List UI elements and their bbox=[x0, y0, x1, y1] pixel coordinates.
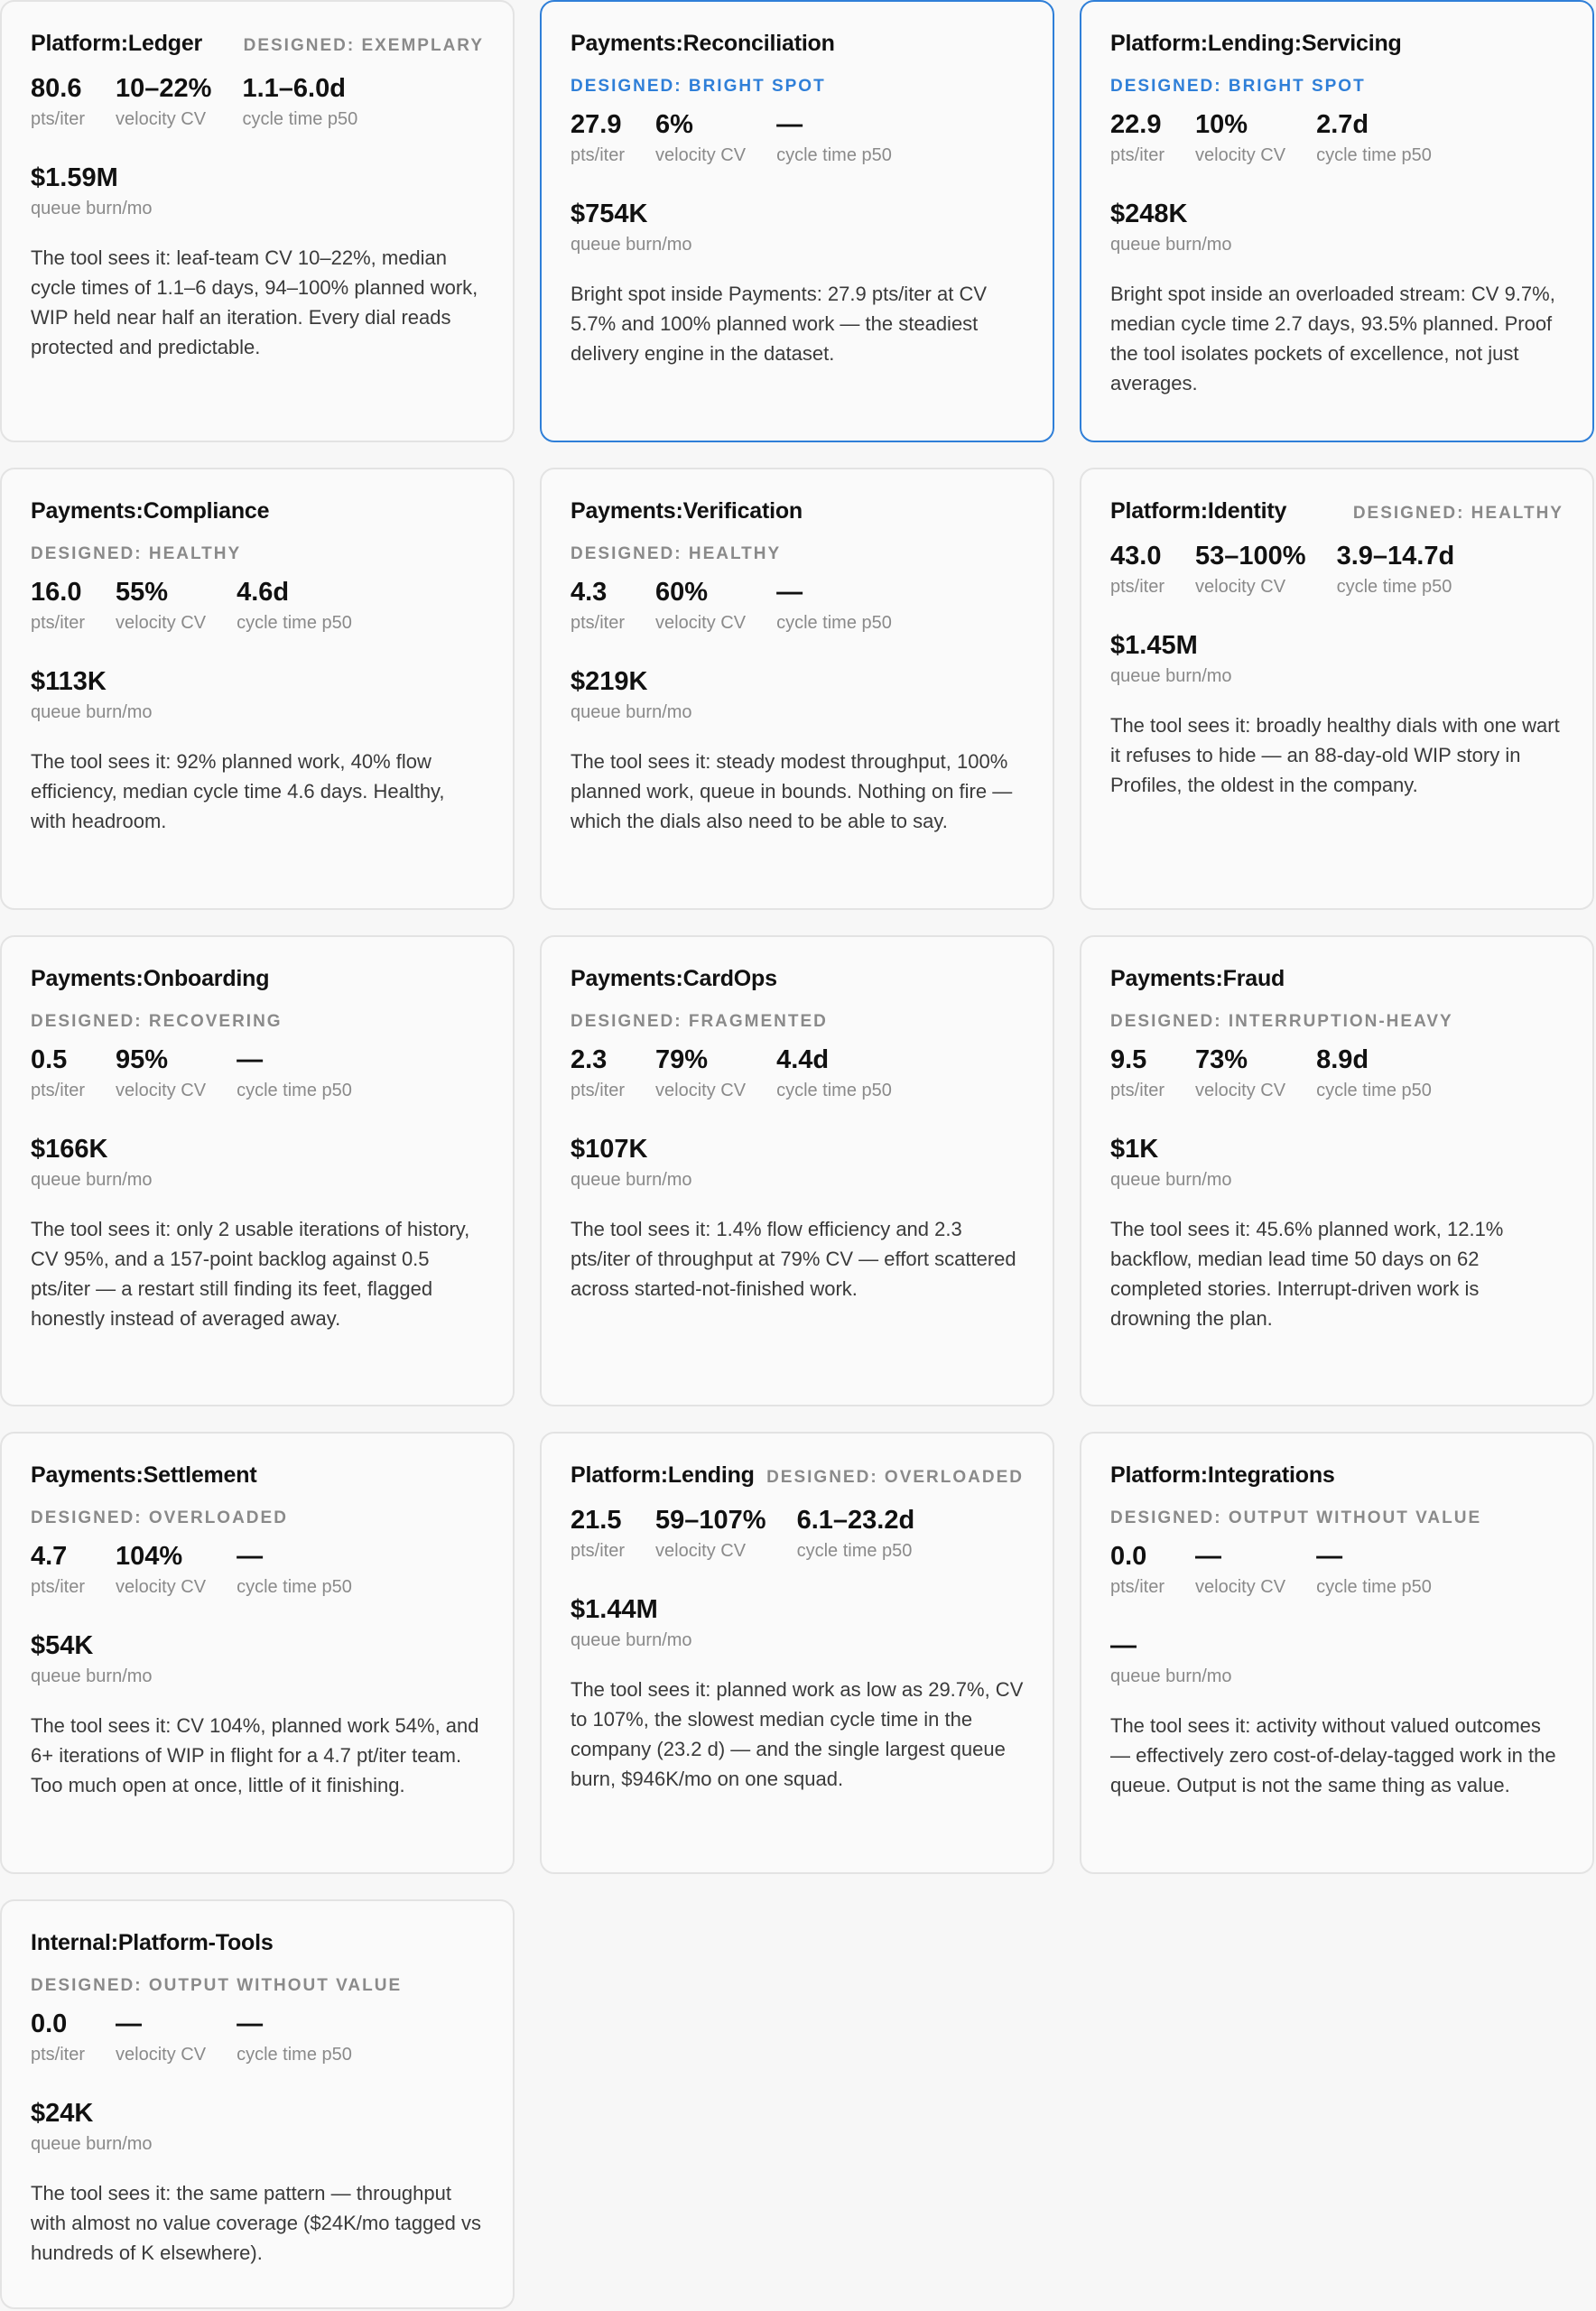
cv-label: velocity CV bbox=[116, 1577, 207, 1597]
designed-tag: DESIGNED: OUTPUT WITHOUT VALUE bbox=[31, 1976, 403, 1995]
card-header bbox=[31, 498, 484, 564]
burn-label: queue burn/mo bbox=[31, 2134, 153, 2154]
metric-pts bbox=[571, 577, 625, 634]
metric-pts bbox=[571, 1505, 625, 1562]
metric-pts bbox=[31, 577, 85, 634]
queue-burn bbox=[571, 666, 1024, 723]
burn-label: queue burn/mo bbox=[571, 235, 692, 255]
designed-tag: DESIGNED: FRAGMENTED bbox=[571, 1012, 828, 1031]
pts-label: pts/iter bbox=[571, 1081, 626, 1100]
card-description: The tool sees it: activity without valued outcomes — effectively zero cost-of-delay-tagged work in the queue. Output is not the same thing as value. bbox=[1110, 1714, 1556, 1796]
card-description: The tool sees it: leaf-team CV 10–22%, median cycle times of 1.1–6 days, 94–100% planned work, WIP held near half an iteration. Every dial reads protected and predictable. bbox=[31, 246, 478, 358]
card-header bbox=[31, 1930, 484, 1996]
cycle-label: cycle time p50 bbox=[237, 1081, 352, 1100]
queue-burn bbox=[31, 162, 484, 219]
queue-burn bbox=[571, 199, 1024, 255]
burn-label: queue burn/mo bbox=[1110, 1666, 1232, 1686]
pts-label: pts/iter bbox=[571, 1541, 626, 1561]
metric-cv bbox=[1195, 1044, 1285, 1101]
cv-label: velocity CV bbox=[1195, 1081, 1286, 1100]
metrics-row bbox=[31, 2009, 484, 2065]
team-name: Payments:Verification bbox=[571, 498, 803, 524]
pts-value: 80.6 bbox=[31, 74, 82, 103]
cycle-value: 4.4d bbox=[776, 1045, 830, 1074]
card-description: The tool sees it: only 2 usable iterations of history, CV 95%, and a 157-point backlog against 0.5 pts/iter — a restart still finding its feet, flagged honestly instead of averaged away. bbox=[31, 1218, 470, 1330]
cv-value: 60% bbox=[655, 578, 709, 607]
team-card-platform-ledger[interactable] bbox=[0, 0, 515, 442]
designed-tag: DESIGNED: BRIGHT SPOT bbox=[571, 77, 826, 96]
cv-value: 53–100% bbox=[1195, 542, 1306, 571]
metric-cycle bbox=[776, 109, 892, 166]
burn-value: $107K bbox=[571, 1135, 648, 1164]
burn-label: queue burn/mo bbox=[571, 702, 692, 722]
designed-tag: DESIGNED: OUTPUT WITHOUT VALUE bbox=[1110, 1508, 1482, 1527]
metric-cv bbox=[655, 109, 746, 166]
cycle-value: 4.6d bbox=[237, 578, 290, 607]
team-card-payments-settlement[interactable] bbox=[0, 1432, 515, 1874]
metric-cycle bbox=[797, 1505, 915, 1562]
metrics-row bbox=[571, 1505, 1024, 1562]
team-card-platform-lending-servicing[interactable] bbox=[1080, 0, 1594, 442]
metric-cycle bbox=[237, 1044, 352, 1101]
queue-burn bbox=[571, 1134, 1024, 1191]
pts-label: pts/iter bbox=[1110, 577, 1165, 597]
metrics-row bbox=[1110, 109, 1564, 166]
card-description: Bright spot inside an overloaded stream: CV 9.7%, median cycle time 2.7 days, 93.5% planned. Proof the tool isolates pockets of excellence, not just averages. bbox=[1110, 283, 1555, 394]
burn-label: queue burn/mo bbox=[31, 1170, 153, 1190]
card-header bbox=[1110, 498, 1564, 524]
cycle-label: cycle time p50 bbox=[1316, 145, 1432, 165]
pts-label: pts/iter bbox=[31, 2045, 86, 2065]
queue-burn bbox=[1110, 1134, 1564, 1191]
pts-label: pts/iter bbox=[31, 613, 86, 633]
queue-burn bbox=[571, 1594, 1024, 1651]
metric-cycle bbox=[776, 1044, 892, 1101]
burn-value: $248K bbox=[1110, 200, 1188, 228]
cv-value: 10% bbox=[1195, 110, 1248, 139]
metrics-row bbox=[1110, 541, 1564, 598]
cycle-value: — bbox=[1316, 1542, 1343, 1571]
card-header bbox=[31, 966, 484, 1032]
cv-value: — bbox=[1195, 1542, 1222, 1571]
card-header bbox=[1110, 31, 1564, 97]
card-header bbox=[31, 1462, 484, 1528]
pts-label: pts/iter bbox=[31, 109, 86, 129]
queue-burn bbox=[31, 2098, 484, 2155]
team-name: Payments:Fraud bbox=[1110, 966, 1285, 991]
cycle-value: 6.1–23.2d bbox=[796, 1506, 915, 1535]
cv-label: velocity CV bbox=[116, 2045, 207, 2065]
cv-label: velocity CV bbox=[655, 1081, 747, 1100]
cycle-value: 2.7d bbox=[1316, 110, 1369, 139]
metric-pts bbox=[1110, 1044, 1165, 1101]
team-card-platform-integrations[interactable] bbox=[1080, 1432, 1594, 1874]
card-description: Bright spot inside Payments: 27.9 pts/iter at CV 5.7% and 100% planned work — the steadiest delivery engine in the dataset. bbox=[571, 283, 988, 365]
pts-value: 4.7 bbox=[31, 1542, 68, 1571]
team-name: Platform:Lending bbox=[571, 1462, 755, 1488]
queue-burn bbox=[31, 1630, 484, 1687]
metric-cycle bbox=[776, 577, 892, 634]
cv-label: velocity CV bbox=[655, 1541, 747, 1561]
cycle-value: 3.9–14.7d bbox=[1336, 542, 1455, 571]
burn-label: queue burn/mo bbox=[1110, 1170, 1232, 1190]
pts-label: pts/iter bbox=[31, 1577, 86, 1597]
card-description: The tool sees it: steady modest throughput, 100% planned work, queue in bounds. Nothing on fire — which the dials also need to be able to say. bbox=[571, 750, 1013, 832]
metrics-row bbox=[1110, 1044, 1564, 1101]
team-name: Payments:Compliance bbox=[31, 498, 270, 524]
designed-tag: DESIGNED: OVERLOADED bbox=[766, 1468, 1024, 1487]
burn-label: queue burn/mo bbox=[31, 1666, 153, 1686]
burn-label: queue burn/mo bbox=[571, 1630, 692, 1650]
cycle-label: cycle time p50 bbox=[1336, 577, 1452, 597]
metric-cv bbox=[655, 1505, 766, 1562]
team-name: Internal:Platform-Tools bbox=[31, 1930, 274, 1955]
metrics-row bbox=[31, 1044, 484, 1101]
team-card-platform-identity[interactable] bbox=[1080, 468, 1594, 910]
pts-value: 0.0 bbox=[1110, 1542, 1147, 1571]
metric-cv bbox=[1195, 1541, 1285, 1598]
card-header bbox=[571, 966, 1024, 1032]
pts-label: pts/iter bbox=[571, 613, 626, 633]
pts-value: 9.5 bbox=[1110, 1045, 1147, 1074]
burn-value: $1.45M bbox=[1110, 631, 1198, 660]
metric-cycle bbox=[237, 2009, 352, 2065]
cycle-label: cycle time p50 bbox=[242, 109, 358, 129]
pts-value: 2.3 bbox=[571, 1045, 608, 1074]
pts-label: pts/iter bbox=[571, 145, 626, 165]
cv-value: 79% bbox=[655, 1045, 709, 1074]
burn-value: $166K bbox=[31, 1135, 108, 1164]
cycle-label: cycle time p50 bbox=[1316, 1577, 1432, 1597]
metric-pts bbox=[31, 2009, 85, 2065]
metric-cv bbox=[1195, 109, 1285, 166]
card-header bbox=[1110, 966, 1564, 1032]
cycle-label: cycle time p50 bbox=[776, 145, 892, 165]
designed-tag: DESIGNED: HEALTHY bbox=[1352, 504, 1564, 523]
cv-label: velocity CV bbox=[655, 145, 747, 165]
designed-tag: DESIGNED: INTERRUPTION-HEAVY bbox=[1110, 1012, 1453, 1031]
card-description: The tool sees it: the same pattern — throughput with almost no value coverage ($24K/mo tagged vs hundreds of K elsewhere). bbox=[31, 2182, 481, 2264]
metrics-row bbox=[1110, 1541, 1564, 1598]
cycle-label: cycle time p50 bbox=[776, 1081, 892, 1100]
cycle-value: — bbox=[237, 1542, 264, 1571]
cv-label: velocity CV bbox=[655, 613, 747, 633]
team-card-payments-compliance[interactable] bbox=[0, 468, 515, 910]
card-description: The tool sees it: 45.6% planned work, 12.1% backflow, median lead time 50 days on 62 completed stories. Interrupt-driven work is drowning the plan. bbox=[1110, 1218, 1504, 1330]
team-card-internal-platform-tools[interactable] bbox=[0, 1899, 515, 2309]
pts-value: 21.5 bbox=[571, 1506, 622, 1535]
cv-value: 59–107% bbox=[655, 1506, 766, 1535]
team-name: Payments:Settlement bbox=[31, 1462, 257, 1488]
queue-burn bbox=[1110, 630, 1564, 687]
metrics-row bbox=[571, 1044, 1024, 1101]
metric-cv bbox=[116, 2009, 206, 2065]
metric-pts bbox=[1110, 1541, 1165, 1598]
team-card-platform-lending[interactable] bbox=[540, 1432, 1054, 1874]
card-header bbox=[571, 498, 1024, 564]
cv-value: 104% bbox=[116, 1542, 183, 1571]
team-name: Platform:Integrations bbox=[1110, 1462, 1335, 1488]
team-card-payments-onboarding[interactable] bbox=[0, 935, 515, 1406]
card-description: The tool sees it: CV 104%, planned work 54%, and 6+ iterations of WIP in flight for a 4.7 pt/iter team. Too much open at once, little of it finishing. bbox=[31, 1714, 479, 1796]
metric-cv bbox=[116, 577, 206, 634]
burn-label: queue burn/mo bbox=[31, 702, 153, 722]
designed-tag: DESIGNED: HEALTHY bbox=[31, 544, 242, 563]
cycle-value: — bbox=[776, 110, 803, 139]
pts-value: 43.0 bbox=[1110, 542, 1162, 571]
team-name: Platform:Ledger bbox=[31, 31, 203, 56]
card-header bbox=[571, 1462, 1024, 1489]
burn-value: $1.44M bbox=[571, 1595, 658, 1624]
cv-value: 10–22% bbox=[116, 74, 212, 103]
cycle-label: cycle time p50 bbox=[796, 1541, 913, 1561]
cycle-value: 8.9d bbox=[1316, 1045, 1369, 1074]
pts-label: pts/iter bbox=[31, 1081, 86, 1100]
team-card-payments-cardops[interactable] bbox=[540, 935, 1054, 1406]
metric-pts bbox=[31, 1541, 85, 1598]
cycle-label: cycle time p50 bbox=[776, 613, 892, 633]
card-description: The tool sees it: 92% planned work, 40% flow efficiency, median cycle time 4.6 days. Healthy, with headroom. bbox=[31, 750, 445, 832]
metrics-row bbox=[571, 577, 1024, 634]
cv-label: velocity CV bbox=[1195, 1577, 1286, 1597]
metrics-row bbox=[31, 577, 484, 634]
cv-label: velocity CV bbox=[1195, 577, 1286, 597]
cv-value: — bbox=[116, 2009, 143, 2038]
team-name: Platform:Identity bbox=[1110, 498, 1287, 524]
metric-cv bbox=[655, 577, 746, 634]
metric-cycle bbox=[1316, 1541, 1432, 1598]
team-card-payments-fraud[interactable] bbox=[1080, 935, 1594, 1406]
metric-cycle bbox=[237, 1541, 352, 1598]
designed-tag: DESIGNED: RECOVERING bbox=[31, 1012, 283, 1031]
metric-pts bbox=[31, 1044, 85, 1101]
designed-tag: DESIGNED: HEALTHY bbox=[571, 544, 782, 563]
metric-cv bbox=[1195, 541, 1306, 598]
metric-pts bbox=[571, 1044, 625, 1101]
pts-value: 0.5 bbox=[31, 1045, 68, 1074]
metric-cycle bbox=[1316, 1044, 1432, 1101]
metrics-row bbox=[571, 109, 1024, 166]
cv-label: velocity CV bbox=[1195, 145, 1286, 165]
metric-cv bbox=[655, 1044, 746, 1101]
metric-pts bbox=[31, 73, 85, 130]
team-card-payments-reconciliation[interactable] bbox=[540, 0, 1054, 442]
cycle-value: 1.1–6.0d bbox=[242, 74, 346, 103]
card-description: The tool sees it: planned work as low as 29.7%, CV to 107%, the slowest median cycle time in the company (23.2 d) — and the single largest queue burn, $946K/mo on one squad. bbox=[571, 1678, 1024, 1790]
burn-label: queue burn/mo bbox=[1110, 235, 1232, 255]
burn-value: $54K bbox=[31, 1631, 94, 1660]
cycle-value: — bbox=[237, 1045, 264, 1074]
metric-pts bbox=[571, 109, 625, 166]
card-header bbox=[1110, 1462, 1564, 1528]
pts-value: 4.3 bbox=[571, 578, 608, 607]
cycle-value: — bbox=[776, 578, 803, 607]
metric-cycle bbox=[242, 73, 357, 130]
pts-value: 0.0 bbox=[31, 2009, 68, 2038]
cv-value: 55% bbox=[116, 578, 169, 607]
pts-value: 22.9 bbox=[1110, 110, 1162, 139]
card-header bbox=[31, 31, 484, 57]
card-description: The tool sees it: 1.4% flow efficiency and 2.3 pts/iter of throughput at 79% CV — effort scattered across started-not-finished work. bbox=[571, 1218, 1016, 1300]
metric-cv bbox=[116, 73, 211, 130]
card-description: The tool sees it: broadly healthy dials with one wart it refuses to hide — an 88-day-old WIP story in Profiles, the oldest in the company. bbox=[1110, 714, 1560, 796]
metrics-row bbox=[31, 73, 484, 130]
metric-pts bbox=[1110, 541, 1165, 598]
cv-label: velocity CV bbox=[116, 1081, 207, 1100]
card-header bbox=[571, 31, 1024, 97]
team-name: Payments:CardOps bbox=[571, 966, 777, 991]
cv-value: 6% bbox=[655, 110, 693, 139]
burn-label: queue burn/mo bbox=[31, 199, 153, 218]
designed-tag: DESIGNED: BRIGHT SPOT bbox=[1110, 77, 1366, 96]
cv-label: velocity CV bbox=[116, 613, 207, 633]
team-name: Platform:Lending:Servicing bbox=[1110, 31, 1402, 56]
pts-label: pts/iter bbox=[1110, 1577, 1165, 1597]
metric-cycle bbox=[1316, 109, 1432, 166]
burn-label: queue burn/mo bbox=[571, 1170, 692, 1190]
cv-label: velocity CV bbox=[116, 109, 207, 129]
cycle-label: cycle time p50 bbox=[1316, 1081, 1432, 1100]
metric-cv bbox=[116, 1541, 206, 1598]
burn-value: $1K bbox=[1110, 1135, 1159, 1164]
cv-value: 73% bbox=[1195, 1045, 1248, 1074]
burn-value: — bbox=[1110, 1631, 1137, 1660]
team-name: Payments:Onboarding bbox=[31, 966, 270, 991]
burn-value: $113K bbox=[31, 667, 107, 696]
queue-burn bbox=[31, 666, 484, 723]
designed-tag: DESIGNED: EXEMPLARY bbox=[243, 36, 484, 55]
cycle-label: cycle time p50 bbox=[237, 613, 352, 633]
metric-pts bbox=[1110, 109, 1165, 166]
designed-tag: DESIGNED: OVERLOADED bbox=[31, 1508, 288, 1527]
metric-cv bbox=[116, 1044, 206, 1101]
metric-cycle bbox=[1337, 541, 1455, 598]
metrics-row bbox=[31, 1541, 484, 1598]
team-name: Payments:Reconciliation bbox=[571, 31, 835, 56]
cv-value: 95% bbox=[116, 1045, 169, 1074]
metric-cycle bbox=[237, 577, 352, 634]
pts-label: pts/iter bbox=[1110, 145, 1165, 165]
queue-burn bbox=[1110, 1630, 1564, 1687]
cycle-label: cycle time p50 bbox=[237, 2045, 352, 2065]
pts-value: 27.9 bbox=[571, 110, 622, 139]
burn-value: $24K bbox=[31, 2099, 94, 2128]
burn-value: $219K bbox=[571, 667, 648, 696]
queue-burn bbox=[1110, 199, 1564, 255]
burn-label: queue burn/mo bbox=[1110, 666, 1232, 686]
cycle-label: cycle time p50 bbox=[237, 1577, 352, 1597]
cycle-value: — bbox=[237, 2009, 264, 2038]
burn-value: $1.59M bbox=[31, 163, 118, 192]
burn-value: $754K bbox=[571, 200, 648, 228]
pts-label: pts/iter bbox=[1110, 1081, 1165, 1100]
pts-value: 16.0 bbox=[31, 578, 82, 607]
team-card-payments-verification[interactable] bbox=[540, 468, 1054, 910]
queue-burn bbox=[31, 1134, 484, 1191]
